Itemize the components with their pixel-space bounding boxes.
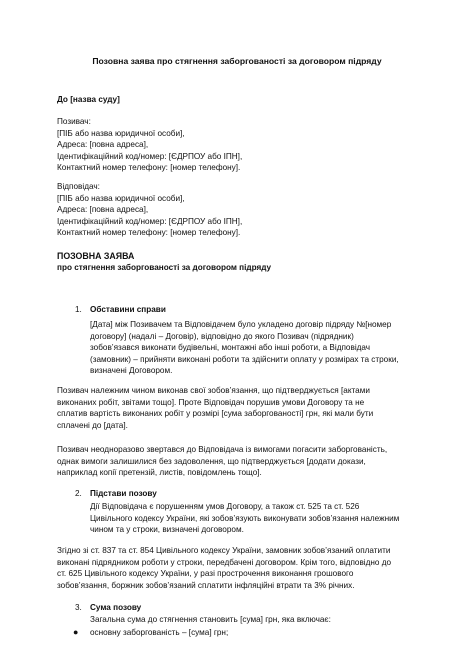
defendant-name-line: [ПІБ або назва юридичної особи], <box>57 193 185 203</box>
bullet-icon: ● <box>73 627 79 637</box>
section-3-number: 3. <box>75 603 82 612</box>
section-2-heading <box>75 488 157 500</box>
text-line: Позивач належним чином виконав свої зобов’язання, що підтверджується [актами <box>57 386 370 395</box>
text-line: наприклад копії претензій, листів, повідомлень тощо]. <box>57 468 262 478</box>
section-1-title: Обставини справи <box>90 305 166 314</box>
list-item <box>73 627 228 639</box>
section-2-paragraph-1 <box>57 545 432 591</box>
text-line: чином та у строки, визначені договором. <box>90 525 244 535</box>
text-line: ст. 625 Цивільного кодексу України, у разі прострочення виконання грошового <box>57 569 354 579</box>
section-1-intro <box>90 319 420 377</box>
plaintiff-block <box>57 116 437 174</box>
section-2-title: Підстави позову <box>90 489 157 498</box>
text-line: визначені Договором. <box>90 366 173 376</box>
section-1-paragraph-2 <box>57 444 432 479</box>
section-3-title: Сума позову <box>90 603 142 612</box>
text-line: виконані підрядником роботи у строки, передбачені договором. Крім того, відповідно до <box>57 557 392 567</box>
document-title: Позовна заява про стягнення заборгованості за договором підряду <box>92 56 382 66</box>
plaintiff-id-line: Ідентифікаційний код/номер: [ЄДРПОУ або ІПН], <box>57 151 243 161</box>
claim-subheading: про стягнення заборгованості за договором підряду <box>57 263 272 272</box>
plaintiff-name-line: [ПІБ або назва юридичної особи], <box>57 128 185 138</box>
defendant-block <box>57 181 437 239</box>
text-line: Загальна сума до стягнення становить [сума] грн, яка включає: <box>90 615 331 624</box>
section-2-number: 2. <box>75 489 82 498</box>
text-line: Позивач неодноразово звертався до Відповідача із вимогами погасити заборгованість, <box>57 445 388 454</box>
section-3-heading <box>75 602 141 614</box>
text-line: [Дата] між Позивачем та Відповідачем було укладено договір підряду №[номер <box>90 320 392 329</box>
text-line: сплачені до [дата]. <box>57 420 128 430</box>
list-item-text: основну заборгованість – [сума] грн; <box>90 628 229 637</box>
section-1-paragraph-1 <box>57 385 432 431</box>
section-2-intro <box>90 501 420 536</box>
text-line: договору] (надалі – Договір), відповідно до якого Позивач (підрядник) <box>90 331 354 341</box>
text-line: зобов’язався виконати будівельні, монтажні або інші роботи, а Відповідач <box>90 343 371 353</box>
text-line: зобов’язання, боржник зобов’язаний сплатити інфляційні втрати та 3% річних. <box>57 580 355 590</box>
text-line: Дії Відповідача є порушенням умов Договору, а також ст. 525 та ст. 526 <box>90 502 360 511</box>
defendant-role-label: Відповідач: <box>57 182 100 191</box>
court-addressee: До [назва суду] <box>57 95 120 104</box>
defendant-phone-line: Контактний номер телефону: [номер телефону]. <box>57 228 241 238</box>
claim-heading-block <box>57 250 271 274</box>
plaintiff-role-label: Позивач: <box>57 117 91 126</box>
text-line: Згідно зі ст. 837 та ст. 854 Цивільного кодексу України, замовник зобов’язаний оплатити <box>57 546 391 555</box>
plaintiff-address-line: Адреса: [повна адреса], <box>57 140 149 150</box>
text-line: Цивільного кодексу України, які зобов’язують виконувати зобов’язання належним <box>90 513 400 523</box>
defendant-id-line: Ідентифікаційний код/номер: [ЄДРПОУ або ІПН], <box>57 216 243 226</box>
text-line: (замовник) – прийняти виконані роботи та здійснити оплату у розмірах та строки, <box>90 354 399 364</box>
section-1-heading <box>75 304 166 316</box>
plaintiff-phone-line: Контактний номер телефону: [номер телефону]. <box>57 163 241 173</box>
text-line: сплатив вартість виконаних робіт у розмірі [сума заборгованості] грн, які мали бути <box>57 409 374 419</box>
claim-heading: ПОЗОВНА ЗАЯВА <box>57 251 135 261</box>
text-line: виконаних робіт, звітами тощо]. Проте Відповідач порушив умови Договору та не <box>57 397 365 407</box>
section-3-intro <box>90 614 420 626</box>
text-line: однак вимоги залишилися без задоволення, що підтверджується [додати докази, <box>57 456 366 466</box>
defendant-address-line: Адреса: [повна адреса], <box>57 205 149 215</box>
section-1-number: 1. <box>75 305 82 314</box>
